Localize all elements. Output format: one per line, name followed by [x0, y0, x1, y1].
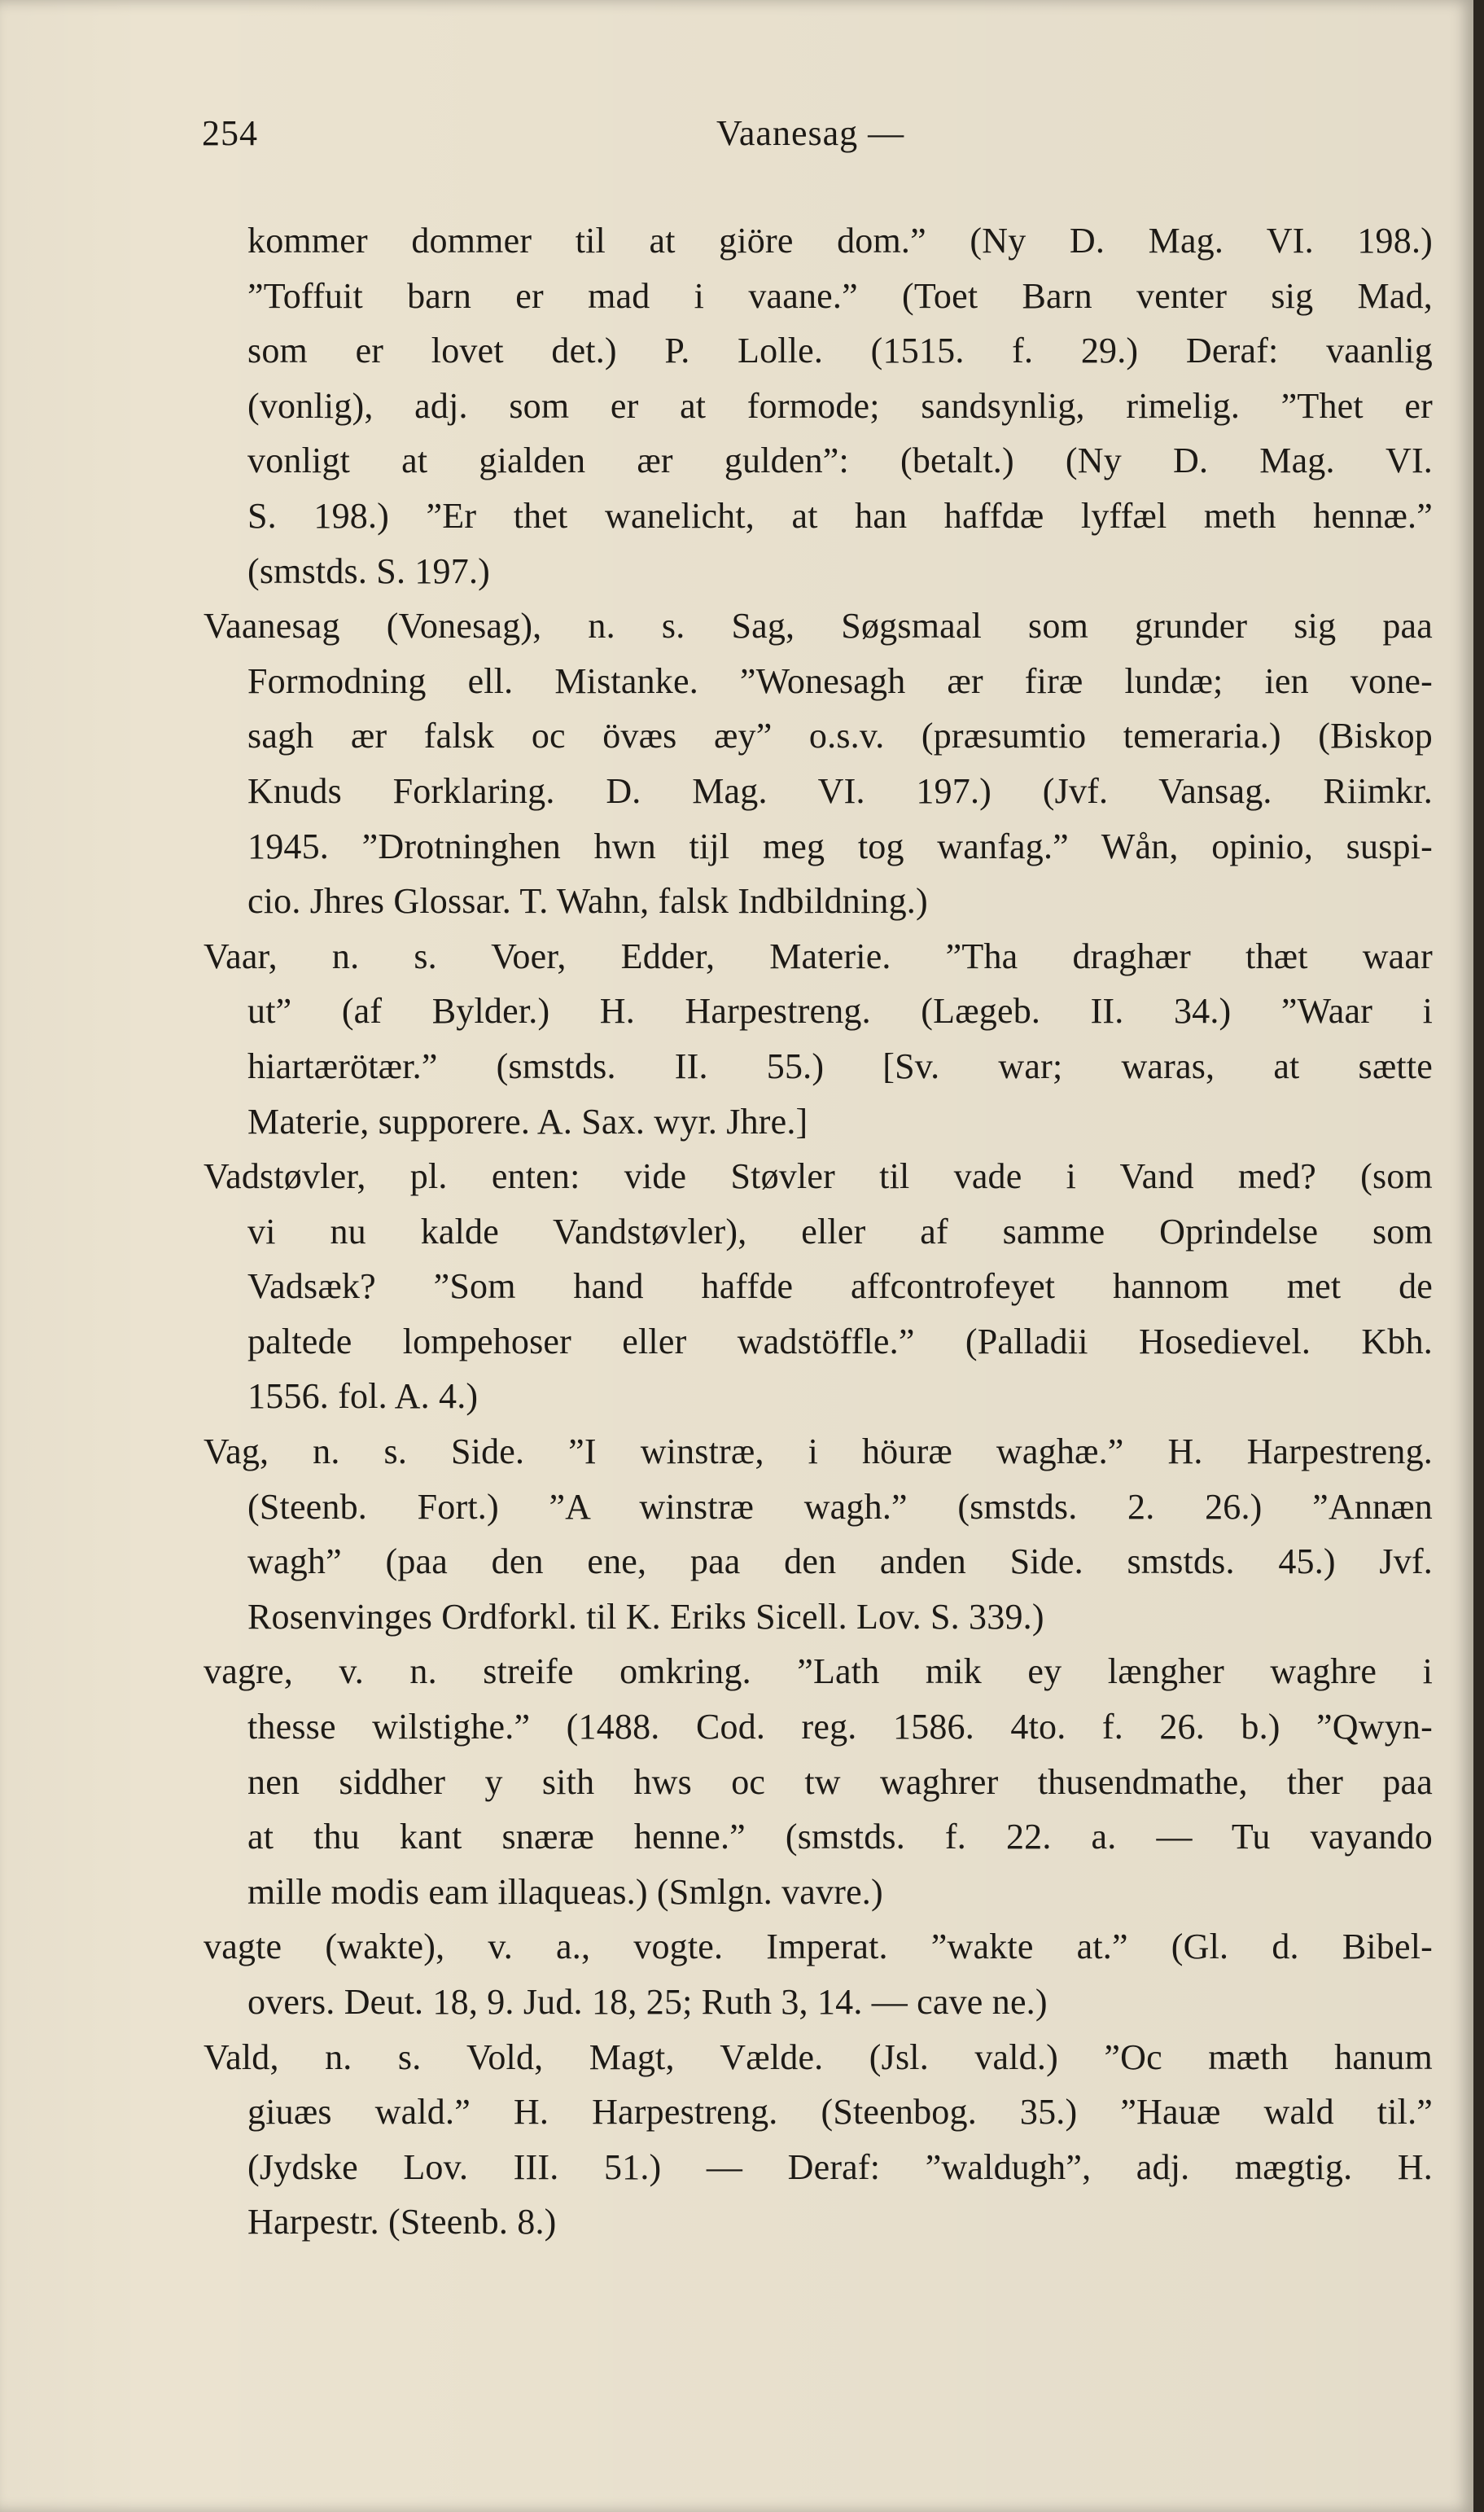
entry-line: vagte (wakte), v. a., vogte. Imperat. ”wakte at.” (Gl. d. Bibel- — [204, 1927, 1433, 1967]
text-line: nen siddher y sith hws oc tw waghrer thusendmathe, ther paa — [247, 1761, 1433, 1802]
running-header — [0, 112, 1473, 161]
text-line: vonligt at gialden ær gulden”: (betalt.) (Ny D. Mag. VI. — [247, 441, 1433, 481]
text-line: Harpestr. (Steenb. 8.) — [247, 2202, 557, 2242]
text-line: (vonlig), adj. som er at formode; sandsynlig, rimelig. ”Thet er — [247, 385, 1433, 426]
text-line: 1556. fol. A. 4.) — [247, 1376, 479, 1417]
entry-line: Vaar, n. s. Voer, Edder, Materie. ”Tha draghær thæt waar — [204, 936, 1433, 976]
text-line: Knuds Forklaring. D. Mag. VI. 197.) (Jvf. Vansag. Riimkr. — [247, 770, 1433, 811]
text-line: vi nu kalde Vandstøvler), eller af samme Oprindelse som — [247, 1211, 1433, 1252]
text-line: sagh ær falsk oc övæs æy” o.s.v. (præsumtio temeraria.) (Biskop — [247, 716, 1433, 756]
entry-line: Vadstøvler, pl. enten: vide Støvler til vade i Vand med? (som — [204, 1156, 1433, 1197]
running-title: Vaanesag — — [716, 113, 905, 153]
text-line: paltede lompehoser eller wadstöffle.” (Palladii Hosedievel. Kbh. — [247, 1321, 1433, 1361]
page-number: 254 — [202, 113, 258, 153]
text-line: giuæs wald.” H. Harpestreng. (Steenbog. 35.) ”Hauæ wald til.” — [247, 2092, 1433, 2133]
text-line: Materie, supporere. A. Sax. wyr. Jhre.] — [247, 1101, 808, 1142]
text-line: hiartærötær.” (smstds. II. 55.) [Sv. war; waras, at sætte — [247, 1046, 1433, 1086]
text-line: (Steenb. Fort.) ”A winstræ wagh.” (smstds. 2. 26.) ”Annæn — [247, 1486, 1433, 1527]
entry-line: vagre, v. n. streife omkring. ”Lath mik ey længher waghre i — [204, 1651, 1433, 1692]
entry-line: Vag, n. s. Side. ”I winstræ, i höuræ waghæ.” H. Harpestreng. — [204, 1431, 1433, 1472]
text-line: (smstds. S. 197.) — [247, 550, 490, 591]
text-line: kommer dommer til at giöre dom.” (Ny D. Mag. VI. 198.) — [247, 221, 1433, 261]
text-line: S. 198.) ”Er thet wanelicht, at han haffdæ lyffæl meth hennæ.” — [247, 495, 1433, 536]
text-line: overs. Deut. 18, 9. Jud. 18, 25; Ruth 3, 14. — cave ne.) — [247, 1982, 1048, 2022]
text-line: Rosenvinges Ordforkl. til K. Eriks Sicell. Lov. S. 339.) — [247, 1596, 1044, 1637]
text-line: mille modis eam illaqueas.) (Smlgn. vavre.) — [247, 1871, 883, 1912]
text-line: 1945. ”Drotninghen hwn tijl meg tog wanfag.” Wån, opinio, suspi- — [247, 826, 1433, 866]
entry-line: Vald, n. s. Vold, Magt, Vælde. (Jsl. vald.) ”Oc mæth hanum — [204, 2036, 1433, 2077]
text-line: at thu kant snæræ henne.” (smstds. f. 22. a. — Tu vayando — [247, 1817, 1433, 1857]
text-line: som er lovet det.) P. Lolle. (1515. f. 29.) Deraf: vaanlig — [247, 331, 1433, 371]
dictionary-text — [204, 213, 1433, 2250]
text-line: (Jydske Lov. III. 51.) — Deraf: ”waldugh”, adj. mægtig. H. — [247, 2146, 1433, 2187]
text-line: thesse wilstighe.” (1488. Cod. reg. 1586. 4to. f. 26. b.) ”Qwyn- — [247, 1707, 1433, 1747]
text-line: cio. Jhres Glossar. T. Wahn, falsk Indbildning.) — [247, 881, 928, 922]
text-line: ut” (af Bylder.) H. Harpestreng. (Lægeb. II. 34.) ”Waar i — [247, 991, 1433, 1032]
entry-line: Vaanesag (Vonesag), n. s. Sag, Søgsmaal som grunder sig paa — [204, 606, 1433, 647]
text-line: ”Toffuit barn er mad i vaane.” (Toet Barn venter sig Mad, — [247, 275, 1433, 316]
text-line: Formodning ell. Mistanke. ”Wonesagh ær firæ lundæ; ien vone- — [247, 660, 1433, 701]
text-line: wagh” (paa den ene, paa den anden Side. smstds. 45.) Jvf. — [247, 1541, 1433, 1582]
text-line: Vadsæk? ”Som hand haffde affcontrofeyet hannom met de — [247, 1266, 1433, 1307]
